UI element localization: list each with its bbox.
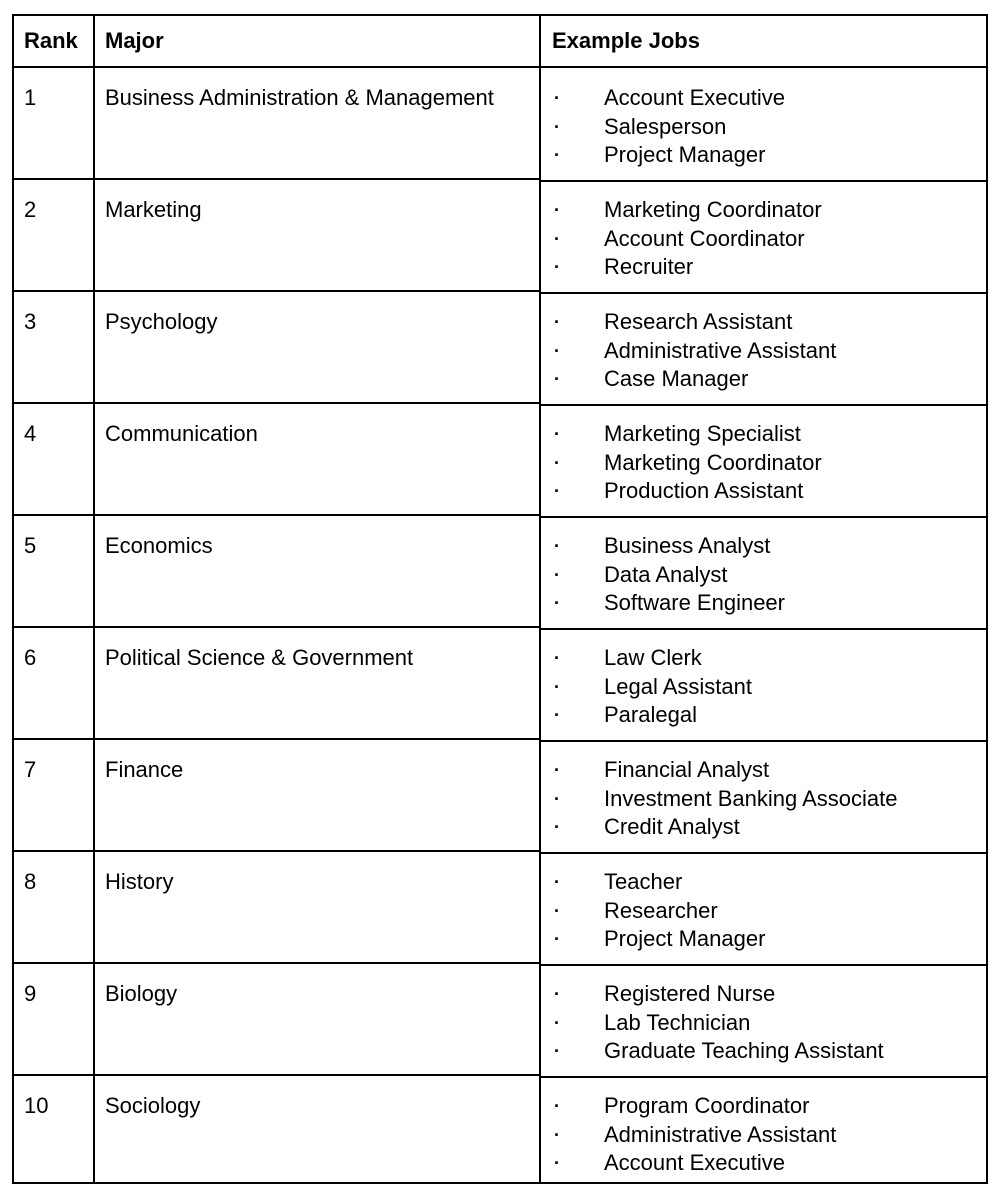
table-row: [12, 404, 988, 516]
bullet-icon: ·: [554, 817, 560, 837]
job-title: Project Manager: [604, 142, 766, 167]
job-title: Project Manager: [604, 926, 766, 951]
job-title: Account Executive: [604, 1150, 785, 1175]
bullet-icon: ·: [554, 200, 560, 220]
row-divider: [12, 402, 541, 404]
rank-cell: 10: [24, 1093, 49, 1118]
job-title: Registered Nurse: [604, 981, 776, 1006]
row-divider: [539, 740, 988, 742]
bullet-icon: ·: [554, 452, 560, 473]
row-divider: [539, 292, 988, 294]
rank-cell: 8: [24, 869, 37, 894]
bullet-icon: ·: [554, 116, 560, 137]
rank-cell: 2: [24, 197, 37, 222]
column-divider-major: [539, 14, 541, 1184]
table-border-right: [986, 14, 988, 1184]
bullet-icon: ·: [554, 593, 560, 613]
job-title: Marketing Coordinator: [604, 449, 822, 475]
major-cell: Sociology: [105, 1093, 201, 1118]
bullet-icon: ·: [554, 1041, 560, 1061]
bullet-icon: ·: [554, 228, 560, 249]
rank-cell: 5: [24, 533, 37, 558]
job-title: Case Manager: [604, 366, 749, 391]
row-divider: [12, 1074, 541, 1076]
rank-cell: 7: [24, 757, 37, 782]
major-cell: Political Science & Government: [105, 645, 414, 670]
table-row: [12, 180, 988, 292]
bullet-icon: ·: [554, 1096, 560, 1116]
table-row: [12, 964, 988, 1076]
job-title: Program Coordinator: [604, 1093, 810, 1118]
header-major: Major: [105, 28, 164, 53]
table-row: [12, 292, 988, 404]
job-title: Research Assistant: [604, 309, 793, 334]
major-cell: Marketing: [105, 197, 202, 222]
job-title: Legal Assistant: [604, 673, 752, 699]
job-title: Administrative Assistant: [604, 337, 837, 363]
row-divider: [12, 290, 541, 292]
major-cell: Business Administration & Management: [105, 85, 494, 110]
row-divider: [12, 738, 541, 740]
job-title: Data Analyst: [604, 561, 728, 587]
major-cell: Finance: [105, 757, 184, 782]
bullet-icon: ·: [554, 872, 560, 892]
header-rank: Rank: [24, 28, 78, 53]
table-border-bottom: [12, 1182, 988, 1184]
header-example-jobs: Example Jobs: [552, 28, 700, 53]
table-row: [12, 68, 988, 180]
table-row: [12, 852, 988, 964]
job-title: Software Engineer: [604, 590, 785, 615]
job-title: Recruiter: [604, 254, 694, 279]
majors-table: [12, 14, 988, 1184]
job-title: Investment Banking Associate: [604, 785, 898, 811]
job-title: Account Executive: [604, 85, 785, 110]
job-title: Teacher: [604, 869, 683, 894]
job-title: Researcher: [604, 897, 718, 923]
row-divider: [12, 626, 541, 628]
row-divider: [539, 852, 988, 854]
job-title: Production Assistant: [604, 478, 804, 503]
bullet-icon: ·: [554, 676, 560, 697]
bullet-icon: ·: [554, 369, 560, 389]
table-border-left: [12, 14, 14, 1184]
row-divider: [539, 516, 988, 518]
bullet-icon: ·: [554, 929, 560, 949]
bullet-icon: ·: [554, 900, 560, 921]
job-title: Financial Analyst: [604, 757, 770, 782]
bullet-icon: ·: [554, 481, 560, 501]
bullet-icon: ·: [554, 424, 560, 444]
table-row: [12, 628, 988, 740]
row-divider: [12, 514, 541, 516]
table-border-top: [12, 14, 988, 16]
bullet-icon: ·: [554, 145, 560, 165]
job-title: Salesperson: [604, 113, 727, 139]
rank-cell: 1: [24, 85, 37, 110]
major-cell: Biology: [105, 981, 178, 1006]
table-row: [12, 740, 988, 852]
table-row: [12, 516, 988, 628]
job-title: Paralegal: [604, 702, 697, 727]
major-cell: Psychology: [105, 309, 218, 334]
row-divider: [539, 964, 988, 966]
bullet-icon: ·: [554, 564, 560, 585]
column-divider-rank: [93, 14, 95, 1184]
bullet-icon: ·: [554, 257, 560, 277]
bullet-icon: ·: [554, 1153, 560, 1173]
job-title: Lab Technician: [604, 1009, 751, 1035]
bullet-icon: ·: [554, 984, 560, 1004]
job-title: Credit Analyst: [604, 814, 740, 839]
bullet-icon: ·: [554, 705, 560, 725]
bullet-icon: ·: [554, 760, 560, 780]
major-cell: Economics: [105, 533, 213, 558]
job-title: Marketing Coordinator: [604, 197, 822, 222]
bullet-icon: ·: [554, 788, 560, 809]
job-title: Marketing Specialist: [604, 421, 801, 446]
job-title: Graduate Teaching Assistant: [604, 1038, 884, 1063]
rank-cell: 3: [24, 309, 37, 334]
job-title: Business Analyst: [604, 533, 771, 558]
job-title: Law Clerk: [604, 645, 702, 670]
rank-cell: 4: [24, 421, 37, 446]
job-title: Account Coordinator: [604, 225, 805, 251]
row-divider: [539, 1076, 988, 1078]
header-divider: [12, 66, 988, 68]
row-divider: [539, 404, 988, 406]
row-divider: [12, 850, 541, 852]
major-cell: History: [105, 869, 174, 894]
job-title: Administrative Assistant: [604, 1121, 837, 1147]
row-divider: [539, 628, 988, 630]
row-divider: [12, 178, 541, 180]
bullet-icon: ·: [554, 1012, 560, 1033]
table-row: [12, 1076, 988, 1188]
bullet-icon: ·: [554, 648, 560, 668]
bullet-icon: ·: [554, 1124, 560, 1145]
bullet-icon: ·: [554, 88, 560, 108]
row-divider: [539, 180, 988, 182]
rank-cell: 6: [24, 645, 37, 670]
bullet-icon: ·: [554, 340, 560, 361]
row-divider: [12, 962, 541, 964]
rank-cell: 9: [24, 981, 37, 1006]
bullet-icon: ·: [554, 312, 560, 332]
major-cell: Communication: [105, 421, 258, 446]
bullet-icon: ·: [554, 536, 560, 556]
